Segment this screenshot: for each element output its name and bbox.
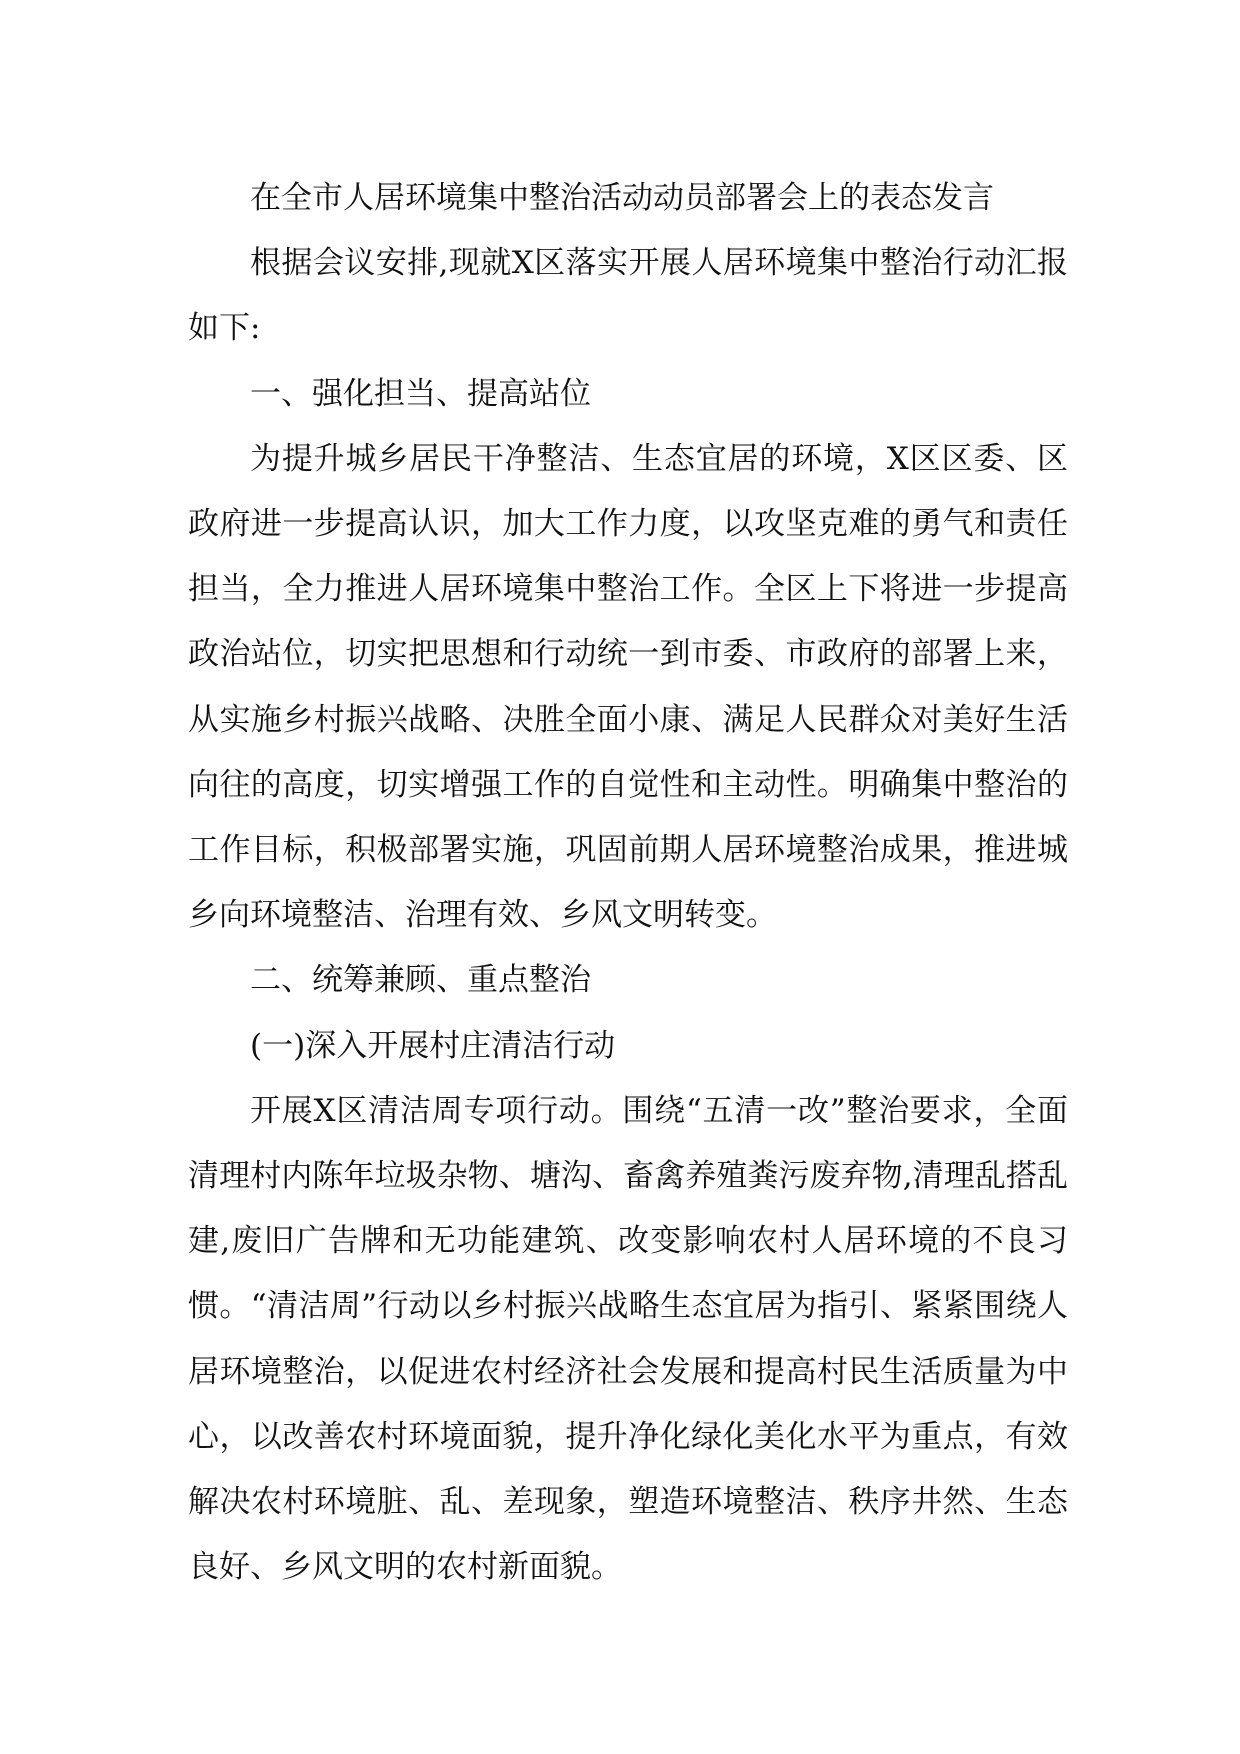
body-paragraph-1: 为提升城乡居民干净整洁、生态宜居的环境，X区区委、区政府进一步提高认识，加大工作力度，以攻坚克难的勇气和责任担当，全力推进人居环境集中整治工作。全区上下将进一步提高政治站位，切实把思想和行动统一到市委、市政府的部署上来，从实施乡村振兴战略、决胜全面小康、满足人民群众对美好生活向往的高度，切实增强工作的自觉性和主动性。明确集中整治的工作目标，积极部署实施，巩固前期人居环境整治成果，推进城乡向环境整洁、治理有效、乡风文明转变。	[188, 440, 1068, 934]
body-paragraph-2: 开展X区清洁周专项行动。围绕“五清一改”整治要求，全面清理村内陈年垃圾杂物、塘沟、畜禽养殖粪污废弃物,清理乱搭乱建,废旧广告牌和无功能建筑、改变影响农村人居环境的不良习惯。“清洁周”行动以乡村振兴战略生态宜居为指引、紧紧围绕人居环境整治，以促进农村经济社会发展和提高村民生活质量为中心，以改善农村环境面貌，提升净化绿化美化水平为重点，有效解决农村环境脏、乱、差现象，塑造环境整洁、秩序井然、生态良好、乡风文明的农村新面貌。	[188, 1092, 1068, 1586]
document-body	[188, 166, 1068, 1600]
document-title: 在全市人居环境集中整治活动动员部署会上的表态发言	[250, 180, 994, 216]
intro-paragraph: 根据会议安排,现就X区落实开展人居环境集中整治行动汇报如下:	[188, 245, 1068, 347]
subsection-heading-1: (一)深入开展村庄清洁行动	[250, 1027, 616, 1064]
section-heading-2: 二、统筹兼顾、重点整治	[250, 962, 591, 999]
section-heading-1: 一、强化担当、提高站位	[250, 375, 591, 412]
